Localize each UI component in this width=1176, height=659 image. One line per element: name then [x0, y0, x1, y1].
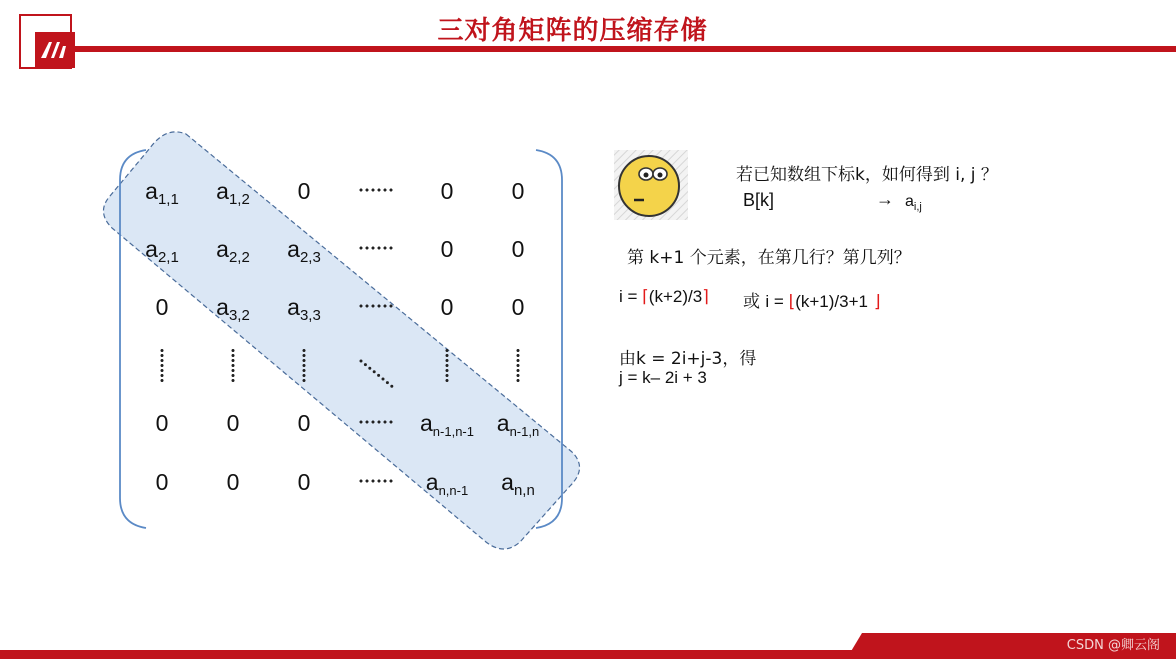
- floor-close: ⌋: [873, 292, 881, 312]
- matrix-cell: 0: [440, 236, 454, 262]
- matrix-cell: 0: [155, 294, 169, 320]
- j-formula: j = k– 2i + 3: [619, 368, 707, 387]
- matrix-vdots: [516, 348, 520, 384]
- formula-floor-body: (k+1)/3+1: [795, 292, 868, 311]
- arrow-icon: →: [876, 189, 894, 209]
- matrix-vdots: [445, 348, 449, 384]
- matrix-cell: 0: [440, 178, 454, 204]
- matrix-cell: $a_{n-1,n-1}$: [420, 410, 474, 439]
- matrix-cell: $a_{n,n}$: [501, 469, 535, 499]
- matrix-ddots: [358, 358, 398, 392]
- matrix-cell: 0: [155, 469, 169, 495]
- matrix-hdots: [358, 188, 394, 192]
- aij-base: a: [905, 193, 914, 210]
- matrix-cell: $a_{1,2}$: [216, 178, 250, 208]
- matrix-hdots: [358, 479, 394, 483]
- formula-ceil: [619, 287, 709, 307]
- aij-subscript: i,j: [913, 201, 922, 213]
- ceil-open: ⌈: [642, 287, 649, 306]
- matrix-cell: 0: [226, 469, 240, 495]
- matrix-cell: 0: [155, 410, 169, 436]
- matrix-vdots: [302, 348, 306, 384]
- matrix-cell: $a_{1,1}$: [145, 178, 179, 208]
- matrix-cell: 0: [297, 469, 311, 495]
- formula-floor-lhs: i =: [765, 292, 789, 311]
- aij-label: [905, 193, 922, 213]
- matrix-cell: $a_{2,3}$: [287, 236, 321, 266]
- formula-floor: [743, 287, 881, 312]
- formula-ceil-lhs: i =: [619, 287, 643, 306]
- thinking-face-icon: [612, 148, 690, 222]
- matrix-cell: 0: [297, 410, 311, 436]
- matrix-cell: 0: [511, 178, 525, 204]
- question-row-col: 第 k+1 个元素，在第几行？第几列？: [627, 248, 911, 268]
- ceil-close: ⌉: [702, 287, 709, 306]
- bk-label: B[k]: [743, 190, 775, 210]
- matrix-hdots: [358, 420, 394, 424]
- formula-or: 或: [743, 292, 766, 312]
- matrix-cell: $a_{n-1,n}$: [496, 410, 540, 439]
- matrix-cell: 0: [440, 294, 454, 320]
- matrix-vdots: [231, 348, 235, 384]
- matrix-cell: 0: [511, 294, 525, 320]
- matrix-cell: 0: [297, 178, 311, 204]
- formula-ceil-body: (k+2)/3: [648, 287, 703, 306]
- matrix-hdots: [358, 304, 394, 308]
- matrix-cell: $a_{2,2}$: [216, 236, 250, 266]
- footer-bar: [0, 650, 1176, 659]
- matrix-hdots: [358, 246, 394, 250]
- matrix-cell: $a_{3,2}$: [216, 294, 250, 324]
- watermark: CSDN @卿云阁: [1066, 638, 1160, 653]
- matrix-cell: 0: [511, 236, 525, 262]
- floor-open: ⌊: [788, 292, 796, 312]
- derivation-line: 由k = 2i+j-3，得: [619, 349, 757, 369]
- matrix-cell: $a_{n,n-1}$: [425, 469, 469, 498]
- matrix-cell: 0: [226, 410, 240, 436]
- question-line: 若已知数组下标k，如何得到 i, j ？: [736, 165, 998, 185]
- slide-title: 三对角矩阵的压缩存储: [437, 16, 708, 46]
- matrix-cell: $a_{2,1}$: [145, 236, 179, 266]
- matrix-cell: $a_{3,3}$: [287, 294, 321, 324]
- matrix-vdots: [160, 348, 164, 384]
